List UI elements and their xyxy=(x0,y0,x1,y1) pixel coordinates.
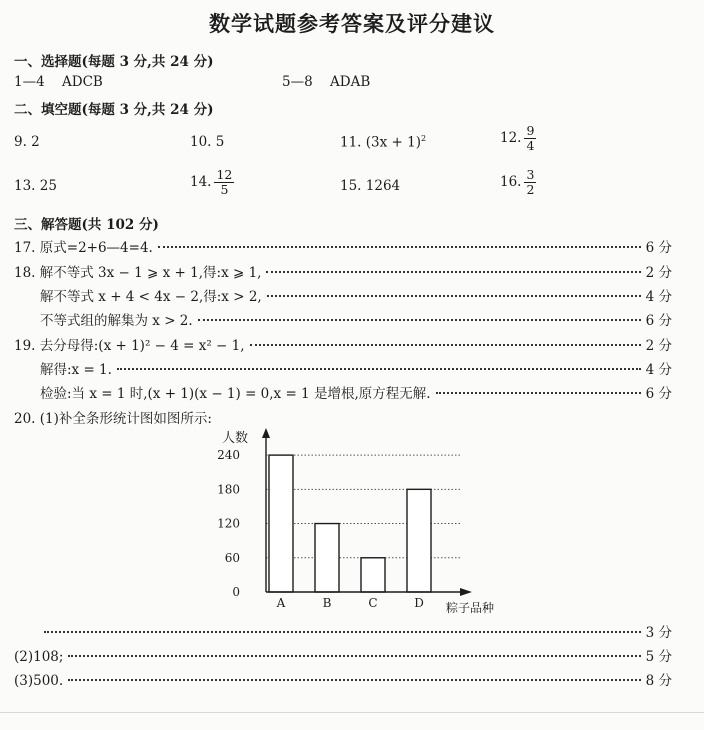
answer-11-text: 11. (3x + 1) xyxy=(340,134,421,151)
y-tick-label: 0 xyxy=(232,585,240,599)
answer-19a: 19. 去分母得:(x + 1)² − 4 = x² − 1, xyxy=(14,338,245,354)
answer-12-label: 12. xyxy=(500,130,522,146)
answer-20-1-row xyxy=(14,621,672,641)
page-bottom-divider xyxy=(0,712,704,713)
bar-B xyxy=(315,524,339,592)
y-tick-label: 60 xyxy=(224,550,240,565)
score-17: 6 分 xyxy=(645,240,672,256)
score-20-3: 8 分 xyxy=(645,673,672,689)
y-axis-arrow xyxy=(262,428,270,438)
x-axis-arrow xyxy=(460,588,472,596)
score-20-1: 3 分 xyxy=(645,625,672,641)
answer-20-3-row xyxy=(14,669,672,689)
answer-19a-row xyxy=(14,334,672,354)
leader-dots xyxy=(68,655,640,657)
leader-dots xyxy=(198,319,641,321)
score-19c: 6 分 xyxy=(645,386,672,402)
answer-20-3: (3)500. xyxy=(14,673,64,689)
x-tick-label: D xyxy=(414,596,424,610)
answer-19b: 解得:x = 1. xyxy=(40,362,112,378)
x-tick-label: A xyxy=(276,596,286,610)
answer-19c-row xyxy=(40,382,672,402)
answer-18b: 解不等式 x + 4 < 4x − 2,得:x > 2, xyxy=(40,289,262,305)
q5-8-answer: ADAB xyxy=(330,74,371,90)
answer-18b-row xyxy=(40,285,672,305)
answer-18a: 18. 解不等式 3x − 1 ⩾ x + 1,得:x ⩾ 1, xyxy=(14,265,262,281)
leader-dots xyxy=(68,679,640,681)
page-title: 数学试题参考答案及评分建议 xyxy=(209,11,495,36)
answer-18c: 不等式组的解集为 x > 2. xyxy=(40,313,193,329)
answer-19b-row xyxy=(40,358,672,378)
answer-11-exp: 2 xyxy=(420,134,427,143)
answer-15: 15. 1264 xyxy=(340,178,401,194)
answer-20-2: (2)108; xyxy=(14,649,64,665)
answer-16-den: 2 xyxy=(526,182,535,197)
answer-11 xyxy=(340,134,426,151)
answer-16 xyxy=(500,168,536,197)
answer-12-den: 4 xyxy=(526,138,535,153)
bar-chart xyxy=(200,426,510,616)
x-tick-label: B xyxy=(322,596,332,610)
score-19b: 4 分 xyxy=(645,362,672,378)
answer-13: 13. 25 xyxy=(14,178,57,194)
answer-9: 9. 2 xyxy=(14,134,40,150)
score-20-2: 5 分 xyxy=(645,649,672,665)
score-18a: 2 分 xyxy=(645,265,672,281)
leader-dots xyxy=(250,344,641,346)
answer-17-row xyxy=(14,236,672,256)
q5-8-label: 5—8 xyxy=(282,74,313,90)
answer-14-den: 5 xyxy=(220,182,229,197)
y-axis-label: 人数 xyxy=(222,431,249,446)
bar-D xyxy=(407,489,431,592)
answer-16-fraction xyxy=(524,168,536,197)
leader-dots xyxy=(117,368,641,370)
leader-dots xyxy=(44,631,641,633)
section2-heading: 二、填空题(每题 3 分,共 24 分) xyxy=(14,102,214,118)
score-18b: 4 分 xyxy=(645,289,672,305)
answer-19c: 检验:当 x = 1 时,(x + 1)(x − 1) = 0,x = 1 是增根,原方程无解. xyxy=(40,386,431,402)
x-tick-label: C xyxy=(368,596,378,610)
leader-dots xyxy=(436,392,641,394)
q1-4-label: 1—4 xyxy=(14,74,45,90)
y-tick-label: 240 xyxy=(217,448,240,463)
section3-heading: 三、解答题(共 102 分) xyxy=(14,217,159,233)
answer-12-num: 9 xyxy=(526,123,535,138)
x-axis-label: 粽子品种 xyxy=(446,601,495,615)
answer-14-fraction xyxy=(214,168,234,197)
bar-A xyxy=(269,455,293,592)
answer-18c-row xyxy=(40,309,672,329)
bar-C xyxy=(361,558,385,592)
answer-18a-row xyxy=(14,261,672,281)
leader-dots xyxy=(267,295,641,297)
answer-20-2-row xyxy=(14,645,672,665)
answer-14-label: 14. xyxy=(190,174,212,190)
answer-16-label: 16. xyxy=(500,174,522,190)
answer-20-heading: 20. (1)补全条形统计图如图所示: xyxy=(14,411,212,427)
answer-17: 17. 原式=2+6—4=4. xyxy=(14,240,153,256)
answer-12-fraction xyxy=(524,124,536,153)
leader-dots xyxy=(266,271,640,273)
score-18c: 6 分 xyxy=(645,313,672,329)
y-tick-label: 120 xyxy=(217,516,240,531)
leader-dots xyxy=(158,246,641,248)
answer-10: 10. 5 xyxy=(190,134,225,150)
answer-14 xyxy=(190,168,234,197)
answer-16-num: 3 xyxy=(526,167,535,182)
q1-4-answer: ADCB xyxy=(62,74,103,90)
answer-12 xyxy=(500,124,536,153)
answer-14-num: 12 xyxy=(216,167,233,182)
y-tick-label: 180 xyxy=(217,482,240,497)
score-19a: 2 分 xyxy=(645,338,672,354)
section1-heading: 一、选择题(每题 3 分,共 24 分) xyxy=(14,54,214,70)
